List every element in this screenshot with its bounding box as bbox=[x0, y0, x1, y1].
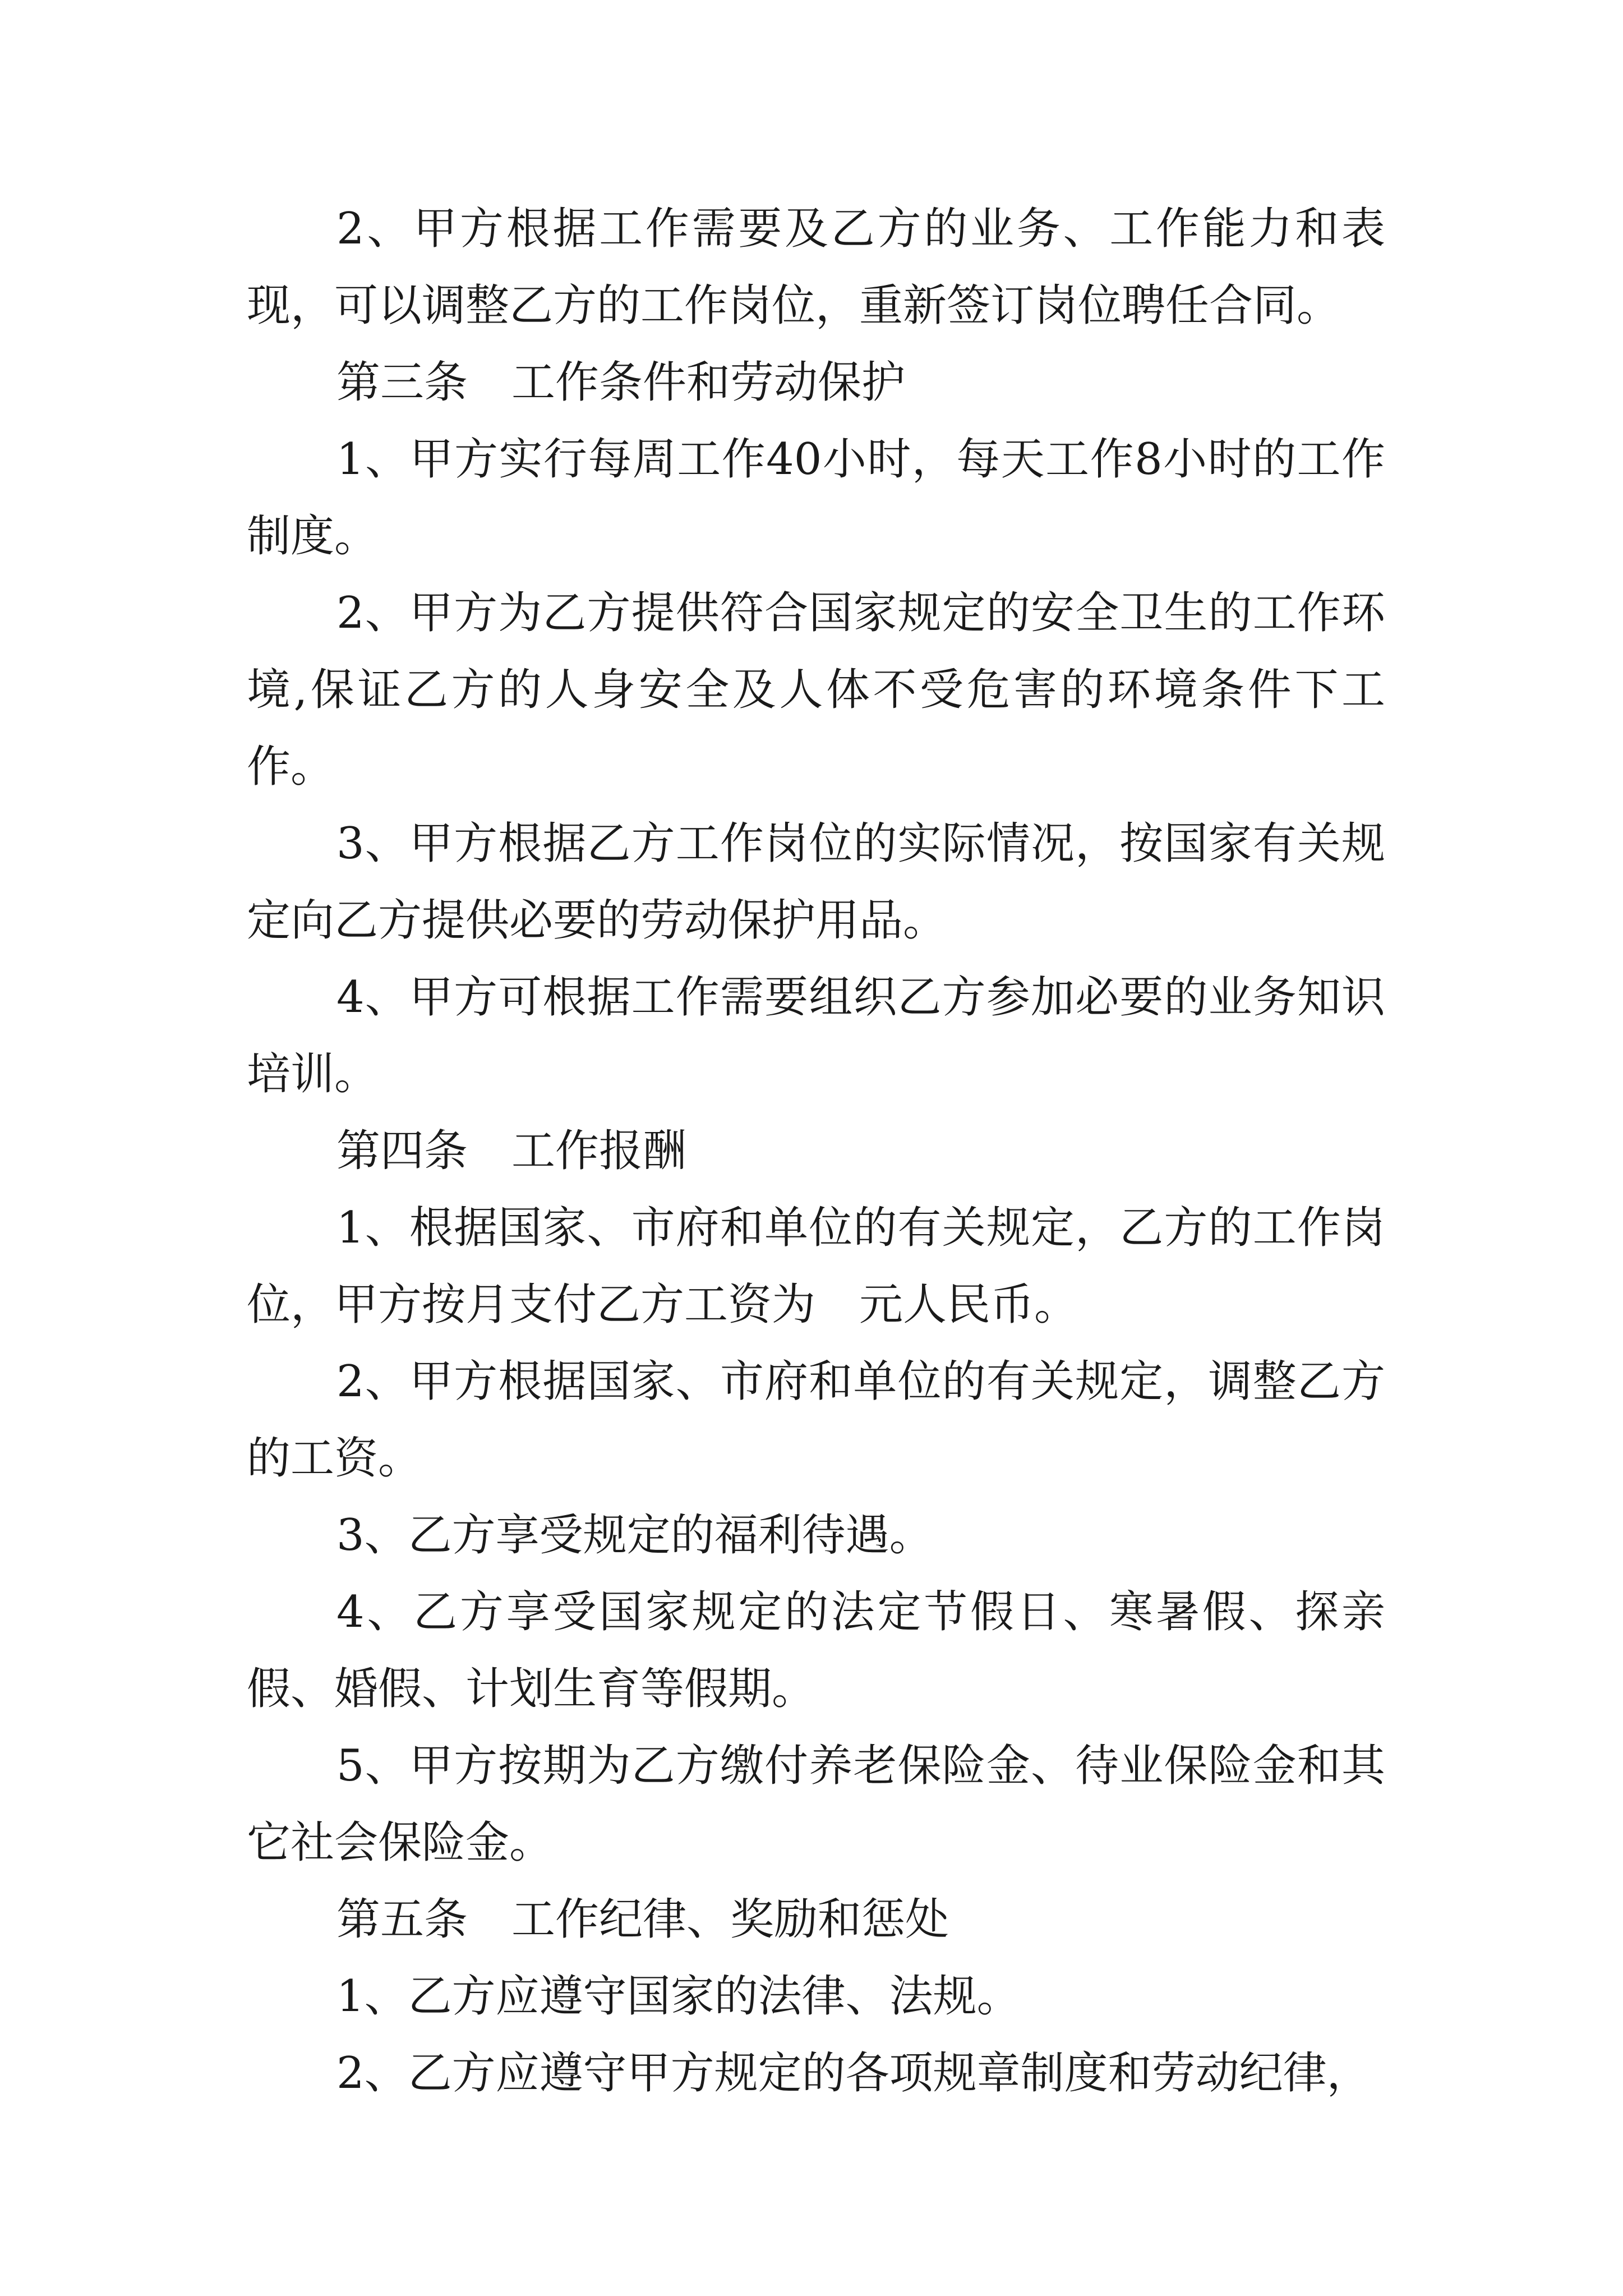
paragraph-2-1-reassignment: 2、甲方根据工作需要及乙方的业务、工作能力和表现，可以调整乙方的工作岗位，重新签订岗位聘任合同。 bbox=[247, 204, 1385, 331]
paragraph-4-2-salary-adjustment: 2、甲方根据国家、市府和单位的有关规定，调整乙方的工资。 bbox=[247, 1356, 1385, 1484]
paragraph-4-4-holidays: 4、乙方享受国家规定的法定节假日、寒暑假、探亲假、婚假、计划生育等假期。 bbox=[247, 1587, 1385, 1714]
contract-body bbox=[247, 191, 1385, 2112]
article-5-heading: 第五条 工作纪律、奖励和惩处 bbox=[336, 1894, 949, 1945]
paragraph-3-2-safe-environment: 2、甲方为乙方提供符合国家规定的安全卫生的工作环境,保证乙方的人身安全及人体不受危害的环境条件下工作。 bbox=[247, 588, 1385, 792]
paragraph-5-1-laws: 1、乙方应遵守国家的法律、法规。 bbox=[336, 1971, 1021, 2022]
paragraph-4-1-monthly-salary: 1、根据国家、市府和单位的有关规定，乙方的工作岗位，甲方按月支付乙方工资为 元人民币。 bbox=[247, 1203, 1385, 1330]
paragraph-3-4-training: 4、甲方可根据工作需要组织乙方参加必要的业务知识培训。 bbox=[247, 972, 1385, 1099]
paragraph-4-5-insurance: 5、甲方按期为乙方缴付养老保险金、待业保险金和其它社会保险金。 bbox=[247, 1741, 1385, 1868]
article-3-heading: 第三条 工作条件和劳动保护 bbox=[336, 357, 906, 408]
article-4-heading: 第四条 工作报酬 bbox=[336, 1126, 687, 1176]
paragraph-3-1-working-hours: 1、甲方实行每周工作40小时，每天工作8小时的工作制度。 bbox=[247, 434, 1385, 562]
paragraph-4-3-welfare: 3、乙方享受规定的福利待遇。 bbox=[336, 1510, 933, 1561]
paragraph-5-2-rules: 2、乙方应遵守甲方规定的各项规章制度和劳动纪律， bbox=[336, 2048, 1371, 2099]
paragraph-3-3-protective-gear: 3、甲方根据乙方工作岗位的实际情况，按国家有关规定向乙方提供必要的劳动保护用品。 bbox=[247, 818, 1385, 946]
